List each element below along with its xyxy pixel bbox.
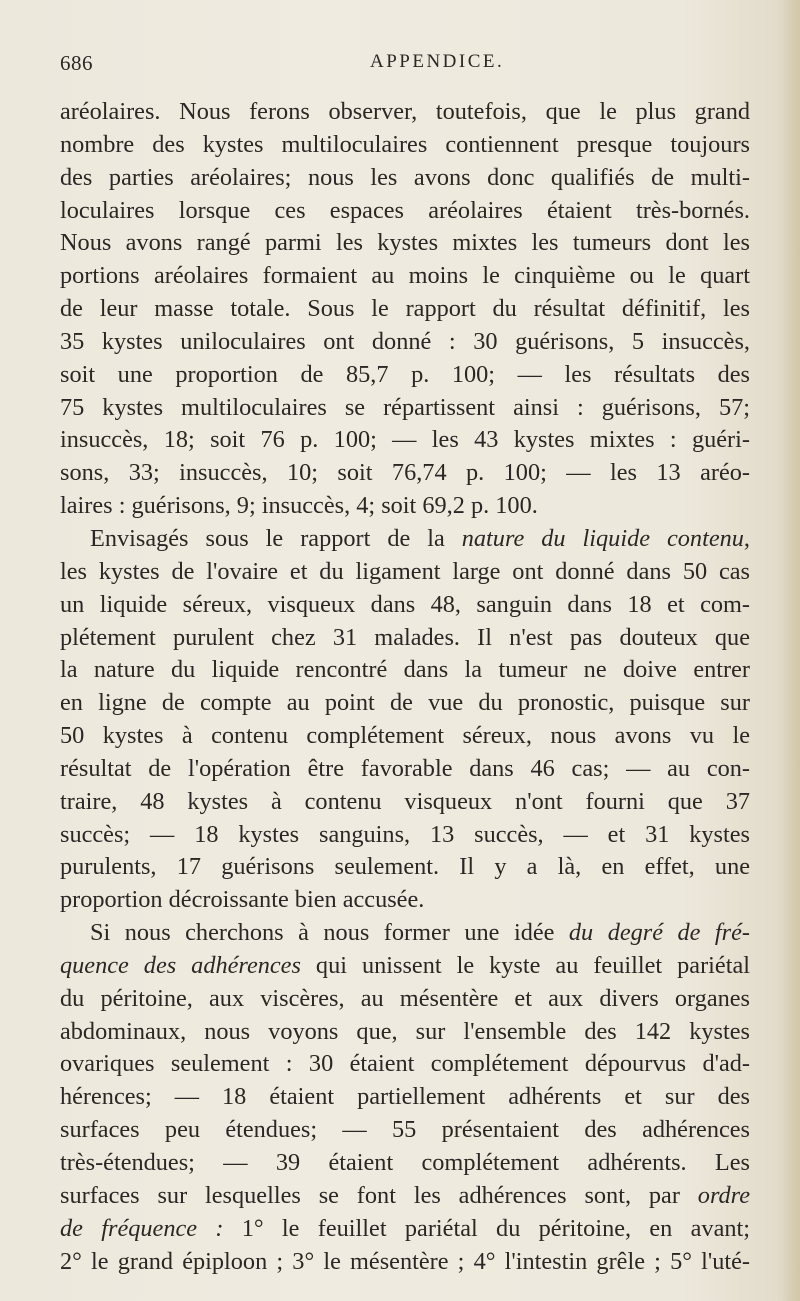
text-run: un liquide séreux, visqueux dans 48, sanguin dans 18 et com- bbox=[60, 590, 750, 618]
text-line bbox=[60, 1213, 750, 1246]
text-line bbox=[60, 720, 750, 753]
text-line bbox=[60, 424, 750, 457]
text-line bbox=[60, 260, 750, 293]
text-run: la nature du liquide rencontré dans la tumeur ne doive entrer bbox=[60, 656, 750, 684]
text-run: 1° le feuillet pariétal du péritoine, en avant; bbox=[223, 1214, 750, 1242]
page-edge-shadow bbox=[782, 0, 800, 1301]
italic-phrase: quence des adhérences bbox=[60, 951, 301, 979]
text-line bbox=[60, 1048, 750, 1081]
text-run: soit une proportion de 85,7 p. 100; — les résultats des bbox=[60, 360, 750, 388]
running-title: APPENDICE. bbox=[370, 51, 505, 72]
text-run: Nous avons rangé parmi les kystes mixtes les tumeurs dont les bbox=[60, 229, 750, 257]
text-run: aréolaires. Nous ferons observer, toutefois, que le plus grand bbox=[60, 98, 750, 125]
text-line bbox=[60, 884, 750, 917]
text-run: de leur masse totale. Sous le rapport du résultat définitif, les bbox=[60, 295, 750, 323]
text-run: plétement purulent chez 31 malades. Il n'est pas douteux que bbox=[60, 623, 750, 651]
italic-phrase: du degré de fré- bbox=[568, 919, 750, 947]
text-run: insuccès, 18; soit 76 p. 100; — les 43 kystes mixtes : guéri- bbox=[60, 426, 750, 454]
text-run: 75 kystes multiloculaires se répartissent ainsi : guérisons, 57; bbox=[60, 393, 750, 421]
text-line bbox=[60, 983, 750, 1016]
text-run: purulents, 17 guérisons seulement. Il y a là, en effet, une bbox=[60, 853, 750, 881]
text-line bbox=[60, 1081, 750, 1114]
italic-phrase: ordre bbox=[697, 1181, 750, 1209]
text-run: laires : guérisons, 9; insuccès, 4; soit 69,2 p. 100. bbox=[60, 492, 538, 520]
text-run: 2° le grand épiploon ; 3° le mésentère ; 4° l'intestin grêle ; 5° l'uté- bbox=[60, 1247, 750, 1275]
text-line bbox=[60, 819, 750, 852]
text-run: 50 kystes à contenu complétement séreux, nous avons vu le bbox=[60, 722, 750, 750]
text-run: très-étendues; — 39 étaient complétement adhérents. Les bbox=[60, 1149, 750, 1176]
text-line bbox=[60, 326, 750, 359]
text-line bbox=[60, 1114, 750, 1147]
text-line bbox=[60, 950, 750, 983]
page-number: 686 bbox=[60, 51, 93, 75]
text-line bbox=[60, 622, 750, 655]
text-line bbox=[60, 457, 750, 490]
text-run: du péritoine, aux viscères, au mésentère et aux divers organes bbox=[60, 984, 750, 1012]
text-line bbox=[60, 129, 750, 162]
text-run: loculaires lorsque ces espaces aréolaires étaient très-bornés. bbox=[60, 196, 750, 224]
text-run: succès; — 18 kystes sanguins, 13 succès, — et 31 kystes bbox=[60, 820, 750, 848]
text-run: abdominaux, nous voyons que, sur l'ensemble des 142 kystes bbox=[60, 1017, 750, 1045]
text-run: surfaces sur lesquelles se font les adhérences sont, par bbox=[60, 1181, 698, 1209]
text-line bbox=[60, 1016, 750, 1049]
text-line bbox=[60, 523, 750, 556]
text-run: hérences; — 18 étaient partiellement adhérents et sur des bbox=[60, 1083, 750, 1111]
text-line bbox=[60, 359, 750, 392]
page-header bbox=[60, 51, 750, 81]
text-line bbox=[60, 1147, 750, 1180]
text-line bbox=[60, 195, 750, 228]
text-line bbox=[60, 556, 750, 589]
text-run: qui unissent le kyste au feuillet pariétal bbox=[300, 951, 750, 979]
text-line bbox=[60, 293, 750, 326]
text-run: nombre des kystes multiloculaires contiennent presque toujours bbox=[60, 130, 750, 158]
text-line bbox=[60, 392, 750, 425]
text-line bbox=[60, 687, 750, 720]
text-line bbox=[60, 162, 750, 195]
text-line bbox=[60, 589, 750, 622]
text-run: les kystes de l'ovaire et du ligament large ont donné dans 50 cas bbox=[60, 557, 750, 585]
text-run: sons, 33; insuccès, 10; soit 76,74 p. 100; — les 13 aréo- bbox=[60, 459, 750, 487]
italic-phrase: de fréquence : bbox=[60, 1214, 224, 1242]
text-run: résultat de l'opération être favorable dans 46 cas; — au con- bbox=[60, 754, 750, 782]
body-text bbox=[60, 96, 750, 1278]
text-line bbox=[60, 1246, 750, 1279]
text-line bbox=[60, 490, 750, 523]
text-line bbox=[60, 654, 750, 687]
text-line bbox=[60, 753, 750, 786]
text-line bbox=[60, 1180, 750, 1213]
text-line bbox=[60, 96, 750, 129]
text-run: surfaces peu étendues; — 55 présentaient des adhérences bbox=[60, 1116, 750, 1144]
text-run: portions aréolaires formaient au moins le cinquième ou le quart bbox=[60, 262, 750, 290]
text-run: en ligne de compte au point de vue du pronostic, puisque sur bbox=[60, 689, 750, 717]
italic-phrase: nature du liquide contenu bbox=[461, 524, 744, 552]
text-run: , bbox=[743, 524, 750, 552]
text-line bbox=[60, 917, 750, 950]
text-run: traire, 48 kystes à contenu visqueux n'ont fourni que 37 bbox=[60, 787, 750, 815]
text-run: ovariques seulement : 30 étaient complétement dépourvus d'ad- bbox=[60, 1050, 750, 1078]
text-run: proportion décroissante bien accusée. bbox=[60, 886, 425, 914]
text-run: des parties aréolaires; nous les avons donc qualifiés de multi- bbox=[60, 163, 750, 191]
text-run: 35 kystes uniloculaires ont donné : 30 guérisons, 5 insuccès, bbox=[60, 327, 750, 355]
text-line bbox=[60, 786, 750, 819]
text-line bbox=[60, 851, 750, 884]
text-line bbox=[60, 227, 750, 260]
text-run: Envisagés sous le rapport de la bbox=[90, 524, 462, 552]
text-run: Si nous cherchons à nous former une idée bbox=[90, 919, 569, 947]
